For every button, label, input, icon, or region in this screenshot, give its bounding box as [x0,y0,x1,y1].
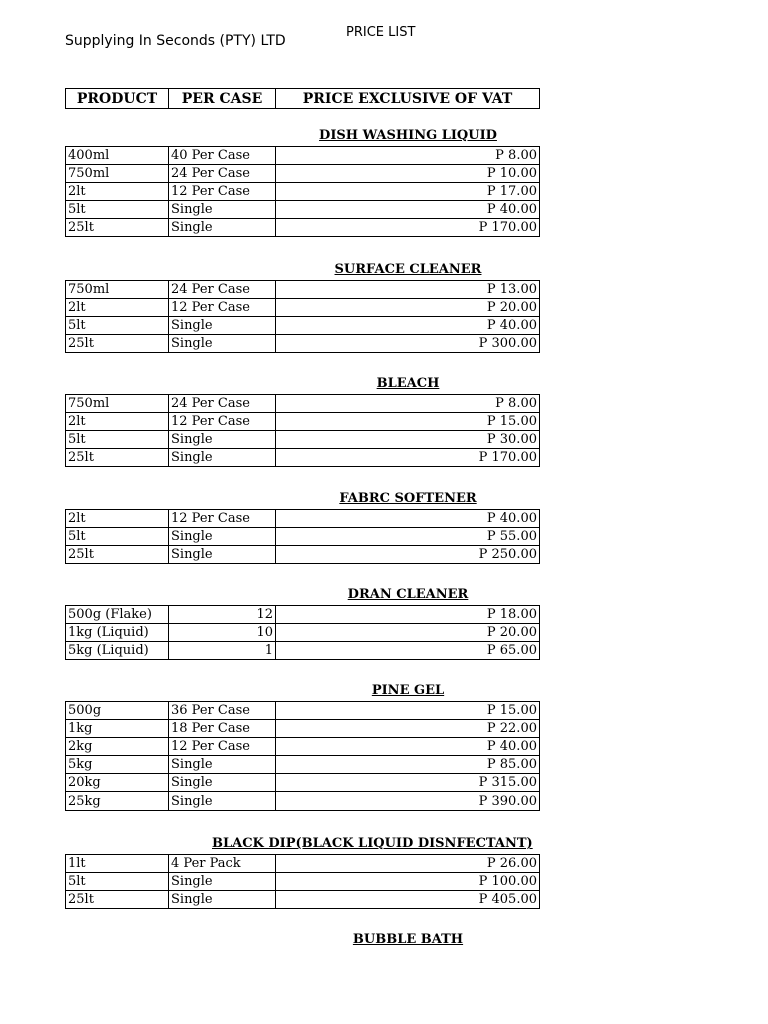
column-header-product: PRODUCT [66,89,169,108]
per-case-cell: 24 Per Case [169,281,276,299]
product-cell: 750ml [66,395,169,413]
table-row [66,147,540,165]
table-row [66,219,540,237]
price-cell: P 22.00 [276,720,540,738]
section-title-dish-washing-liquid: DISH WASHING LIQUID [319,128,497,143]
table-row [66,183,540,201]
table-bleach [65,394,540,467]
table-row [66,510,540,528]
table-row [66,546,540,564]
price-cell: P 20.00 [276,299,540,317]
price-cell: P 10.00 [276,165,540,183]
product-cell: 1kg [66,720,169,738]
price-cell: P 315.00 [276,774,540,792]
company-name: Supplying In Seconds (PTY) LTD [65,33,286,49]
product-cell: 5kg [66,756,169,774]
table-row [66,606,540,624]
table-row [66,756,540,774]
price-cell: P 26.00 [276,855,540,873]
table-row [66,528,540,546]
price-cell: P 13.00 [276,281,540,299]
price-cell: P 18.00 [276,606,540,624]
product-cell: 2lt [66,510,169,528]
product-cell: 5lt [66,528,169,546]
table-row [66,335,540,353]
table-row [66,642,540,660]
product-cell: 1kg (Liquid) [66,624,169,642]
table-row [66,774,540,792]
price-cell: P 30.00 [276,431,540,449]
product-cell: 5lt [66,873,169,891]
per-case-cell: Single [169,431,276,449]
product-cell: 500g (Flake) [66,606,169,624]
price-cell: P 40.00 [276,510,540,528]
section-title-pine-gel: PINE GEL [371,683,445,698]
product-cell: 20kg [66,774,169,792]
per-case-cell: Single [169,219,276,237]
per-case-cell: Single [169,756,276,774]
section-title-black-dip: BLACK DIP(BLACK LIQUID DISNFECTANT) [212,836,533,851]
table-row [66,395,540,413]
table-row [66,738,540,756]
table-pine-gel [65,701,540,811]
price-cell: P 15.00 [276,413,540,431]
table-surface-cleaner [65,280,540,353]
price-cell: P 170.00 [276,219,540,237]
price-cell: P 405.00 [276,891,540,909]
per-case-cell: Single [169,774,276,792]
table-row [66,299,540,317]
per-case-cell: 12 Per Case [169,510,276,528]
per-case-cell: 18 Per Case [169,720,276,738]
price-cell: P 15.00 [276,702,540,720]
price-cell: P 170.00 [276,449,540,467]
table-row [66,624,540,642]
column-header-price: PRICE EXCLUSIVE OF VAT [302,90,513,107]
per-case-cell: 12 Per Case [169,413,276,431]
product-cell: 500g [66,702,169,720]
table-row [66,720,540,738]
product-cell: 400ml [66,147,169,165]
product-cell: 2lt [66,183,169,201]
price-cell: P 8.00 [276,147,540,165]
section-title-fabric-softener: FABRC SOFTENER [339,491,477,506]
product-cell: 25lt [66,219,169,237]
price-cell: P 390.00 [276,792,540,810]
per-case-cell: Single [169,335,276,353]
price-cell: P 100.00 [276,873,540,891]
document-title: PRICE LIST [346,25,416,40]
table-row [66,702,540,720]
per-case-cell: 1 [169,642,276,660]
table-black-dip [65,854,540,909]
per-case-cell: 12 Per Case [169,183,276,201]
table-dish-washing-liquid [65,146,540,237]
product-cell: 5lt [66,431,169,449]
table-row [66,165,540,183]
product-cell: 25lt [66,335,169,353]
per-case-cell: 12 Per Case [169,299,276,317]
product-cell: 5lt [66,201,169,219]
table-row [66,431,540,449]
table-row [66,413,540,431]
price-cell: P 40.00 [276,738,540,756]
table-row [66,449,540,467]
product-cell: 25lt [66,546,169,564]
table-row [66,855,540,873]
price-cell: P 40.00 [276,201,540,219]
column-header-row [65,88,540,109]
table-row [66,891,540,909]
table-row [66,281,540,299]
product-cell: 25lt [66,891,169,909]
product-cell: 1lt [66,855,169,873]
price-cell: P 55.00 [276,528,540,546]
per-case-cell: 36 Per Case [169,702,276,720]
product-cell: 2kg [66,738,169,756]
per-case-cell: Single [169,891,276,909]
table-row [66,873,540,891]
product-cell: 25kg [66,792,169,810]
price-cell: P 250.00 [276,546,540,564]
table-row [66,317,540,335]
product-cell: 5lt [66,317,169,335]
section-title-bleach: BLEACH [376,376,440,391]
product-cell: 750ml [66,165,169,183]
per-case-cell: 10 [169,624,276,642]
price-cell: P 8.00 [276,395,540,413]
product-cell: 750ml [66,281,169,299]
table-row [66,792,540,810]
price-cell: P 40.00 [276,317,540,335]
per-case-cell: Single [169,449,276,467]
per-case-cell: Single [169,546,276,564]
per-case-cell: 24 Per Case [169,395,276,413]
per-case-cell: 40 Per Case [169,147,276,165]
table-drain-cleaner [65,605,540,660]
price-cell: P 85.00 [276,756,540,774]
table-fabric-softener [65,509,540,564]
price-cell: P 17.00 [276,183,540,201]
per-case-cell: 12 [169,606,276,624]
price-cell: P 300.00 [276,335,540,353]
per-case-cell: 12 Per Case [169,738,276,756]
per-case-cell: Single [169,792,276,810]
section-title-surface-cleaner: SURFACE CLEANER [334,262,482,277]
per-case-cell: 24 Per Case [169,165,276,183]
per-case-cell: 4 Per Pack [169,855,276,873]
section-title-bubble-bath: BUBBLE BATH [352,932,464,947]
product-cell: 25lt [66,449,169,467]
per-case-cell: Single [169,873,276,891]
price-cell: P 20.00 [276,624,540,642]
column-header-per-case: PER CASE [169,89,276,108]
product-cell: 2lt [66,299,169,317]
per-case-cell: Single [169,317,276,335]
table-row [66,201,540,219]
product-cell: 5kg (Liquid) [66,642,169,660]
per-case-cell: Single [169,201,276,219]
price-cell: P 65.00 [276,642,540,660]
section-title-drain-cleaner: DRAN CLEANER [347,587,469,602]
product-cell: 2lt [66,413,169,431]
per-case-cell: Single [169,528,276,546]
